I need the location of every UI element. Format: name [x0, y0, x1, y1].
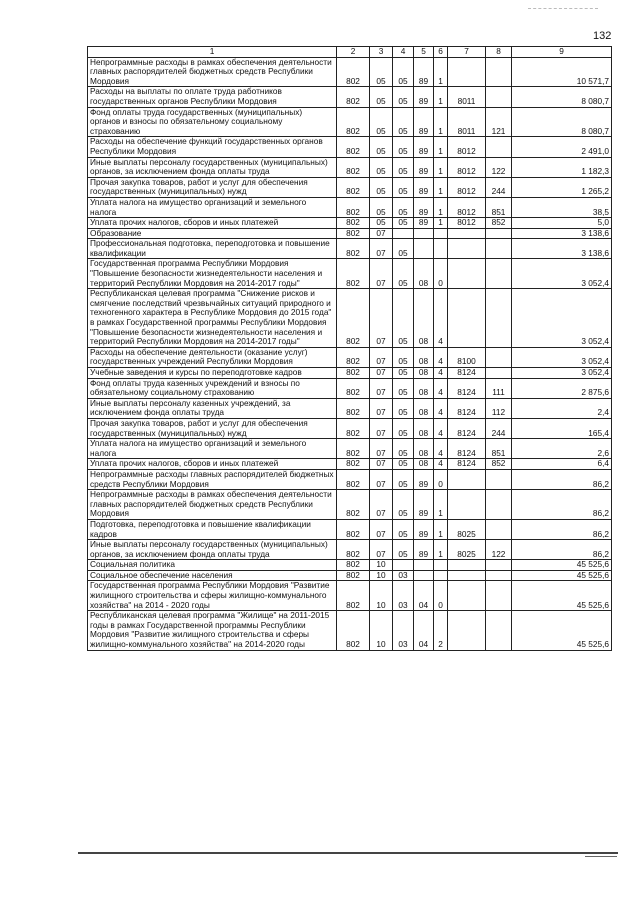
- row-name: Образование: [88, 228, 337, 239]
- row-article: [448, 57, 486, 87]
- row-amount: 38,5: [512, 197, 612, 217]
- row-amount: 86,2: [512, 540, 612, 560]
- row-amount: 1 182,3: [512, 157, 612, 177]
- row-subsection: 05: [393, 378, 414, 398]
- row-program: 89: [414, 87, 434, 107]
- row-amount: 2 491,0: [512, 137, 612, 157]
- row-admin-code: 802: [337, 490, 370, 520]
- row-program: [414, 228, 434, 239]
- header-row: [88, 47, 612, 58]
- row-article: 8124: [448, 459, 486, 470]
- budget-table: [87, 46, 612, 651]
- row-amount: 8 080,7: [512, 87, 612, 107]
- col-header: 9: [512, 47, 612, 58]
- row-name: Непрограммные расходы в рамках обеспечения деятельности главных распорядителей бюджетных средств Республики Мордовия: [88, 490, 337, 520]
- table-row: [88, 57, 612, 87]
- row-name: Непрограммные расходы главных распорядителей бюджетных средств Республики Мордовия: [88, 469, 337, 489]
- row-section: 07: [370, 228, 393, 239]
- row-expense-type: 111: [486, 378, 512, 398]
- row-name: Прочая закупка товаров, работ и услуг для обеспечения государственных (муниципальных) нужд: [88, 177, 337, 197]
- row-amount: 3 052,4: [512, 289, 612, 348]
- row-amount: 86,2: [512, 519, 612, 539]
- row-admin-code: 802: [337, 197, 370, 217]
- row-program: 89: [414, 469, 434, 489]
- row-article: [448, 239, 486, 259]
- row-article: 8012: [448, 137, 486, 157]
- row-article: 8025: [448, 519, 486, 539]
- row-expense-type: 244: [486, 418, 512, 438]
- row-admin-code: 802: [337, 177, 370, 197]
- col-header: 1: [88, 47, 337, 58]
- row-name: Государственная программа Республики Мордовия "Повышение безопасности жизнедеятельности населения и территорий Республики Мордовия на 2014-2017 годы": [88, 259, 337, 289]
- row-amount: 86,2: [512, 469, 612, 489]
- row-subprogram: 1: [434, 57, 448, 87]
- row-subsection: 05: [393, 469, 414, 489]
- row-subprogram: 0: [434, 469, 448, 489]
- row-name: Подготовка, переподготовка и повышение квалификации кадров: [88, 519, 337, 539]
- row-article: 8012: [448, 218, 486, 229]
- row-section: 10: [370, 581, 393, 611]
- row-admin-code: 802: [337, 87, 370, 107]
- row-name: Республиканская целевая программа "Жилище" на 2011-2015 годы в рамках Государственной программы Республики Мордовия "Развитие жилищного строительства и сферы жилищно-коммунального хозяйства" на 2014-2020 годы: [88, 611, 337, 650]
- row-article: [448, 581, 486, 611]
- row-article: 8124: [448, 378, 486, 398]
- row-section: 07: [370, 469, 393, 489]
- table-row: [88, 228, 612, 239]
- row-subsection: 05: [393, 398, 414, 418]
- row-name: Уплата прочих налогов, сборов и иных платежей: [88, 459, 337, 470]
- row-subsection: 05: [393, 540, 414, 560]
- row-amount: 2,4: [512, 398, 612, 418]
- row-section: 10: [370, 570, 393, 581]
- table-row: [88, 177, 612, 197]
- row-expense-type: 851: [486, 197, 512, 217]
- row-admin-code: 802: [337, 218, 370, 229]
- row-program: [414, 239, 434, 259]
- row-name: Расходы на выплаты по оплате труда работников государственных органов Республики Мордовия: [88, 87, 337, 107]
- scan-mark: [528, 8, 598, 9]
- row-expense-type: [486, 519, 512, 539]
- row-admin-code: 802: [337, 398, 370, 418]
- table-body: [88, 57, 612, 650]
- row-subprogram: 1: [434, 540, 448, 560]
- row-amount: 3 052,4: [512, 368, 612, 379]
- col-header: 3: [370, 47, 393, 58]
- row-amount: 86,2: [512, 490, 612, 520]
- row-article: [448, 570, 486, 581]
- row-program: 08: [414, 418, 434, 438]
- row-expense-type: 852: [486, 459, 512, 470]
- table-row: [88, 469, 612, 489]
- col-header: 8: [486, 47, 512, 58]
- row-subsection: 05: [393, 107, 414, 137]
- row-name: Фонд оплаты труда государственных (муниципальных) органов и взносы по обязательному социальному страхованию: [88, 107, 337, 137]
- row-article: 8124: [448, 439, 486, 459]
- row-expense-type: 121: [486, 107, 512, 137]
- table-row: [88, 611, 612, 650]
- row-name: Расходы на обеспечение деятельности (оказание услуг) государственных учреждений Республики Мордовия: [88, 347, 337, 367]
- row-section: 05: [370, 87, 393, 107]
- row-section: 07: [370, 519, 393, 539]
- table-row: [88, 87, 612, 107]
- row-subsection: 05: [393, 177, 414, 197]
- row-program: 89: [414, 177, 434, 197]
- row-amount: 5,0: [512, 218, 612, 229]
- table-row: [88, 107, 612, 137]
- row-section: 05: [370, 137, 393, 157]
- row-article: 8011: [448, 87, 486, 107]
- row-subprogram: 1: [434, 137, 448, 157]
- table-row: [88, 368, 612, 379]
- row-subprogram: 1: [434, 157, 448, 177]
- row-admin-code: 802: [337, 57, 370, 87]
- row-subsection: 05: [393, 87, 414, 107]
- page-number: 132: [593, 30, 612, 42]
- row-admin-code: 802: [337, 570, 370, 581]
- row-article: [448, 259, 486, 289]
- row-expense-type: [486, 137, 512, 157]
- row-article: 8025: [448, 540, 486, 560]
- row-amount: 8 080,7: [512, 107, 612, 137]
- row-amount: 3 138,6: [512, 239, 612, 259]
- table-row: [88, 157, 612, 177]
- row-article: [448, 289, 486, 348]
- row-amount: 3 052,4: [512, 259, 612, 289]
- row-subsection: [393, 228, 414, 239]
- row-program: 08: [414, 259, 434, 289]
- row-name: Социальное обеспечение населения: [88, 570, 337, 581]
- row-subprogram: 4: [434, 459, 448, 470]
- bottom-rule-short: [585, 856, 617, 857]
- row-subprogram: 1: [434, 218, 448, 229]
- row-name: Иные выплаты персоналу казенных учреждений, за исключением фонда оплаты труда: [88, 398, 337, 418]
- col-header: 2: [337, 47, 370, 58]
- table-row: [88, 259, 612, 289]
- col-header: 6: [434, 47, 448, 58]
- row-amount: 1 265,2: [512, 177, 612, 197]
- row-section: 07: [370, 490, 393, 520]
- table-row: [88, 378, 612, 398]
- row-admin-code: 802: [337, 228, 370, 239]
- table-row: [88, 347, 612, 367]
- row-program: 89: [414, 107, 434, 137]
- table-row: [88, 439, 612, 459]
- row-admin-code: 802: [337, 418, 370, 438]
- row-program: 89: [414, 57, 434, 87]
- table-row: [88, 459, 612, 470]
- table-row: [88, 581, 612, 611]
- col-header: 7: [448, 47, 486, 58]
- row-article: [448, 469, 486, 489]
- col-header: 5: [414, 47, 434, 58]
- row-section: 07: [370, 378, 393, 398]
- row-subsection: 05: [393, 490, 414, 520]
- row-name: Учебные заведения и курсы по переподготовке кадров: [88, 368, 337, 379]
- row-expense-type: [486, 581, 512, 611]
- row-article: 8124: [448, 418, 486, 438]
- row-program: 89: [414, 540, 434, 560]
- row-article: 8011: [448, 107, 486, 137]
- row-amount: 10 571,7: [512, 57, 612, 87]
- row-name: Уплата налога на имущество организаций и земельного налога: [88, 439, 337, 459]
- row-section: 07: [370, 418, 393, 438]
- row-admin-code: 802: [337, 107, 370, 137]
- row-section: 10: [370, 560, 393, 571]
- row-subsection: 05: [393, 57, 414, 87]
- row-expense-type: 244: [486, 177, 512, 197]
- row-section: 07: [370, 459, 393, 470]
- row-article: 8012: [448, 157, 486, 177]
- table-row: [88, 239, 612, 259]
- row-subprogram: 0: [434, 581, 448, 611]
- row-name: Профессиональная подготовка, переподготовка и повышение квалификации: [88, 239, 337, 259]
- row-expense-type: [486, 611, 512, 650]
- row-program: 04: [414, 611, 434, 650]
- row-subprogram: [434, 560, 448, 571]
- row-amount: 45 525,6: [512, 570, 612, 581]
- row-subprogram: [434, 570, 448, 581]
- row-amount: 6,4: [512, 459, 612, 470]
- row-name: Республиканская целевая программа "Снижение рисков и смягчение последствий чрезвычайных ситуаций природного и техногенного характера в Республике Мордовия до 2015 года" в рамках Государственной программы Республики Мордовия "Повышение безопасности жизнедеятельности населения и территорий Республики Мордовия на 2014-2017 годы": [88, 289, 337, 348]
- row-expense-type: [486, 228, 512, 239]
- table-row: [88, 519, 612, 539]
- row-section: 07: [370, 289, 393, 348]
- table-row: [88, 560, 612, 571]
- row-name: Расходы на обеспечение функций государственных органов Республики Мордовия: [88, 137, 337, 157]
- row-section: 07: [370, 239, 393, 259]
- row-name: Иные выплаты персоналу государственных (муниципальных) органов, за исключением фонда оплаты труда: [88, 157, 337, 177]
- row-article: 8124: [448, 398, 486, 418]
- row-program: 89: [414, 218, 434, 229]
- row-section: 07: [370, 439, 393, 459]
- row-program: [414, 560, 434, 571]
- row-admin-code: 802: [337, 368, 370, 379]
- row-program: 08: [414, 368, 434, 379]
- row-amount: 45 525,6: [512, 611, 612, 650]
- row-section: 07: [370, 398, 393, 418]
- col-header: 4: [393, 47, 414, 58]
- row-subsection: 03: [393, 570, 414, 581]
- row-program: 04: [414, 581, 434, 611]
- row-subsection: 05: [393, 259, 414, 289]
- row-section: 07: [370, 259, 393, 289]
- row-subprogram: 1: [434, 490, 448, 520]
- row-program: 08: [414, 459, 434, 470]
- row-admin-code: 802: [337, 469, 370, 489]
- row-admin-code: 802: [337, 560, 370, 571]
- row-expense-type: 112: [486, 398, 512, 418]
- row-admin-code: 802: [337, 378, 370, 398]
- table-row: [88, 398, 612, 418]
- row-expense-type: 851: [486, 439, 512, 459]
- row-program: 89: [414, 519, 434, 539]
- row-name: Прочая закупка товаров, работ и услуг для обеспечения государственных (муниципальных) нужд: [88, 418, 337, 438]
- row-expense-type: [486, 259, 512, 289]
- row-subprogram: 1: [434, 177, 448, 197]
- row-amount: 3 138,6: [512, 228, 612, 239]
- row-article: 8100: [448, 347, 486, 367]
- row-amount: 45 525,6: [512, 581, 612, 611]
- row-name: Фонд оплаты труда казенных учреждений и взносы по обязательному социальному страхованию: [88, 378, 337, 398]
- row-admin-code: 802: [337, 540, 370, 560]
- row-subprogram: [434, 239, 448, 259]
- row-subsection: 05: [393, 137, 414, 157]
- row-program: 08: [414, 398, 434, 418]
- row-section: 05: [370, 177, 393, 197]
- row-expense-type: 122: [486, 540, 512, 560]
- row-admin-code: 802: [337, 137, 370, 157]
- row-program: 89: [414, 157, 434, 177]
- row-subprogram: 1: [434, 107, 448, 137]
- row-program: 89: [414, 137, 434, 157]
- row-section: 07: [370, 540, 393, 560]
- row-section: 07: [370, 368, 393, 379]
- row-subsection: 05: [393, 368, 414, 379]
- row-section: 07: [370, 347, 393, 367]
- row-admin-code: 802: [337, 347, 370, 367]
- row-subsection: 05: [393, 519, 414, 539]
- row-admin-code: 802: [337, 611, 370, 650]
- row-article: 8012: [448, 177, 486, 197]
- row-admin-code: 802: [337, 259, 370, 289]
- row-name: Непрограммные расходы в рамках обеспечения деятельности главных распорядителей бюджетных средств Республики Мордовия: [88, 57, 337, 87]
- table-row: [88, 540, 612, 560]
- table-row: [88, 490, 612, 520]
- row-program: 08: [414, 378, 434, 398]
- row-subsection: 03: [393, 581, 414, 611]
- row-amount: 2,6: [512, 439, 612, 459]
- row-expense-type: [486, 87, 512, 107]
- row-article: 8124: [448, 368, 486, 379]
- row-subsection: 05: [393, 197, 414, 217]
- table-row: [88, 218, 612, 229]
- table-row: [88, 570, 612, 581]
- row-subsection: 05: [393, 218, 414, 229]
- row-expense-type: [486, 469, 512, 489]
- bottom-rule: [78, 852, 618, 854]
- row-name: Иные выплаты персоналу государственных (муниципальных) органов, за исключением фонда оплаты труда: [88, 540, 337, 560]
- row-expense-type: [486, 570, 512, 581]
- row-section: 05: [370, 218, 393, 229]
- row-expense-type: 122: [486, 157, 512, 177]
- row-program: 89: [414, 490, 434, 520]
- row-expense-type: [486, 289, 512, 348]
- row-admin-code: 802: [337, 289, 370, 348]
- table-row: [88, 418, 612, 438]
- row-program: 08: [414, 347, 434, 367]
- row-amount: 2 875,6: [512, 378, 612, 398]
- row-subprogram: 4: [434, 289, 448, 348]
- row-subsection: 03: [393, 611, 414, 650]
- row-program: 08: [414, 289, 434, 348]
- row-article: [448, 490, 486, 520]
- table-row: [88, 289, 612, 348]
- row-subsection: 05: [393, 459, 414, 470]
- row-program: 89: [414, 197, 434, 217]
- row-amount: 3 052,4: [512, 347, 612, 367]
- row-section: 05: [370, 157, 393, 177]
- table-row: [88, 137, 612, 157]
- row-subsection: 05: [393, 289, 414, 348]
- row-admin-code: 802: [337, 157, 370, 177]
- row-subprogram: 1: [434, 87, 448, 107]
- row-subprogram: 1: [434, 197, 448, 217]
- row-subprogram: 4: [434, 368, 448, 379]
- row-section: 10: [370, 611, 393, 650]
- row-subsection: 05: [393, 418, 414, 438]
- row-amount: 165,4: [512, 418, 612, 438]
- row-expense-type: [486, 239, 512, 259]
- row-program: 08: [414, 439, 434, 459]
- row-subprogram: 1: [434, 519, 448, 539]
- row-subsection: [393, 560, 414, 571]
- row-subprogram: 0: [434, 259, 448, 289]
- row-subsection: 05: [393, 157, 414, 177]
- row-name: Уплата налога на имущество организаций и земельного налога: [88, 197, 337, 217]
- row-article: [448, 611, 486, 650]
- row-admin-code: 802: [337, 459, 370, 470]
- row-subsection: 05: [393, 239, 414, 259]
- row-article: [448, 228, 486, 239]
- row-admin-code: 802: [337, 439, 370, 459]
- row-expense-type: [486, 368, 512, 379]
- row-section: 05: [370, 197, 393, 217]
- row-subprogram: 2: [434, 611, 448, 650]
- row-section: 05: [370, 57, 393, 87]
- row-article: 8012: [448, 197, 486, 217]
- row-subprogram: [434, 228, 448, 239]
- row-expense-type: [486, 490, 512, 520]
- row-name: Государственная программа Республики Мордовия "Развитие жилищного строительства и сферы жилищно-коммунального хозяйства" на 2014 - 2020 годы: [88, 581, 337, 611]
- row-article: [448, 560, 486, 571]
- row-subprogram: 4: [434, 398, 448, 418]
- row-section: 05: [370, 107, 393, 137]
- row-expense-type: [486, 347, 512, 367]
- row-subprogram: 4: [434, 347, 448, 367]
- table-row: [88, 197, 612, 217]
- row-subsection: 05: [393, 347, 414, 367]
- row-admin-code: 802: [337, 519, 370, 539]
- row-subprogram: 4: [434, 439, 448, 459]
- row-expense-type: [486, 560, 512, 571]
- row-name: Уплата прочих налогов, сборов и иных платежей: [88, 218, 337, 229]
- row-subprogram: 4: [434, 418, 448, 438]
- row-admin-code: 802: [337, 239, 370, 259]
- row-amount: 45 525,6: [512, 560, 612, 571]
- row-expense-type: [486, 57, 512, 87]
- row-subprogram: 4: [434, 378, 448, 398]
- row-expense-type: 852: [486, 218, 512, 229]
- row-subsection: 05: [393, 439, 414, 459]
- row-admin-code: 802: [337, 581, 370, 611]
- row-name: Социальная политика: [88, 560, 337, 571]
- row-program: [414, 570, 434, 581]
